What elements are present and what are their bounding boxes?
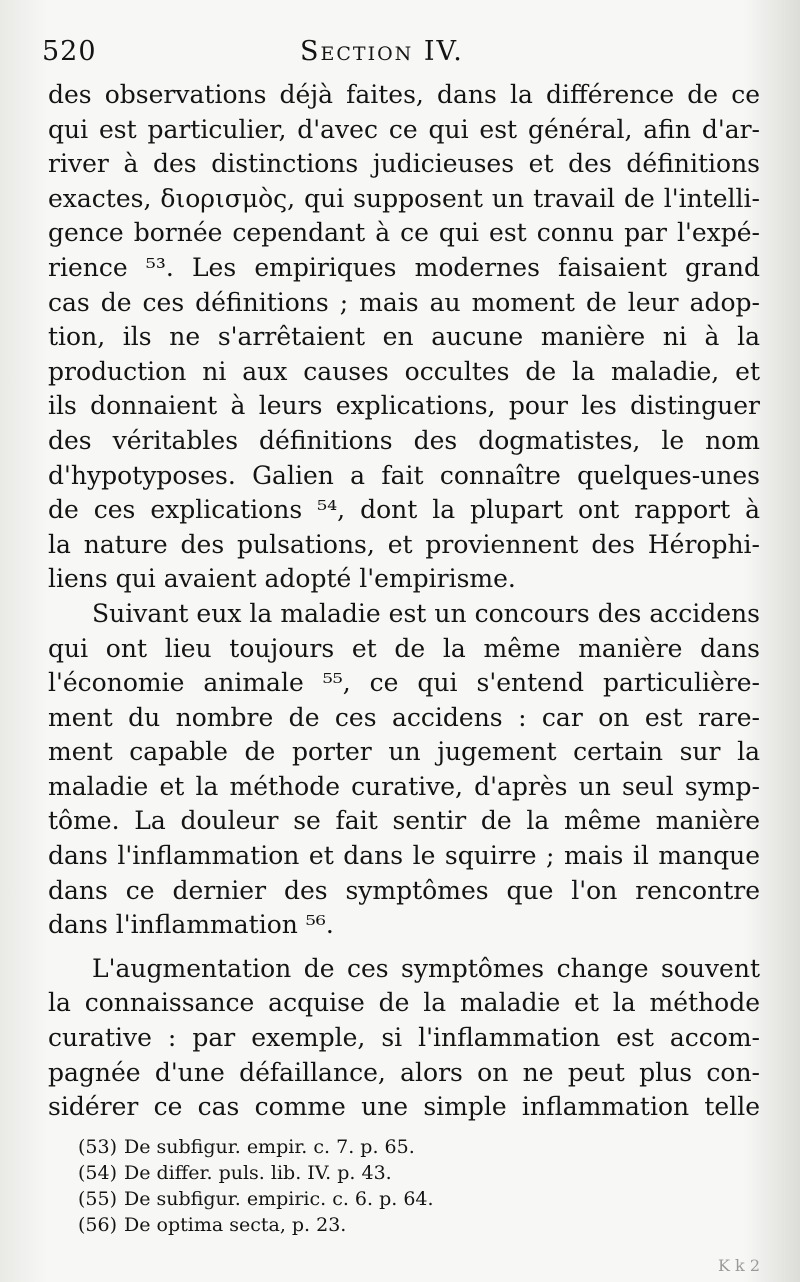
text-line: liens qui avaient adopté l'empirisme.	[48, 564, 516, 594]
text-line: L'augmentation de ces symptômes change souvent	[92, 953, 760, 983]
text-line: gence bornée cependant à ce qui est connu par l'expé-	[48, 218, 760, 248]
text-line: des observations déjà faites, dans la différence de ce	[48, 80, 760, 109]
text-line: production ni aux causes occultes de la maladie, et	[48, 356, 760, 386]
text-line: ils donnaient à leurs explications, pour les distinguer	[48, 391, 760, 421]
footnote-number: (53)	[78, 1136, 118, 1158]
text-line: cas de ces définitions ; mais au moment de leur adop-	[48, 287, 760, 317]
text-line: d'hypotyposes. Galien a fait connaître quelques-unes	[48, 460, 760, 490]
text-line: ment capable de porter un jugement certain sur la	[48, 737, 760, 767]
body-text	[48, 78, 760, 1125]
footnote-number: (55)	[78, 1188, 118, 1210]
footnote	[78, 1160, 498, 1186]
text-line: l'économie animale ⁵⁵, ce qui s'entend particulière-	[48, 668, 760, 698]
running-title: Section IV.	[300, 36, 464, 67]
footnote	[78, 1212, 498, 1238]
footnote	[78, 1134, 498, 1160]
text-line: dans l'inflammation ⁵⁶.	[48, 910, 334, 940]
text-line: curative : par exemple, si l'inflammation est accom-	[48, 1023, 760, 1053]
text-line: Suivant eux la maladie est un concours des accidens	[92, 598, 760, 628]
signature-mark: K k 2	[718, 1256, 760, 1275]
text-line: rience ⁵³. Les empiriques modernes faisaient grand	[48, 252, 760, 282]
text-line: de ces explications ⁵⁴, dont la plupart ont rapport à	[48, 495, 760, 525]
text-line: dans l'inflammation et dans le squirre ; mais il manque	[48, 841, 760, 871]
footnote	[78, 1186, 498, 1212]
text-line: qui est particulier, d'avec ce qui est général, afin d'ar-	[48, 114, 760, 144]
text-line: maladie et la méthode curative, d'après un seul symp-	[48, 771, 760, 801]
text-line: dans ce dernier des symptômes que l'on rencontre	[48, 875, 760, 905]
footnotes	[78, 1134, 498, 1238]
footnote-number: (56)	[78, 1214, 118, 1236]
footnote-text: De optima secta, p. 23.	[124, 1214, 347, 1236]
text-line: tôme. La douleur se fait sentir de la même manière	[48, 806, 760, 836]
text-line: pagnée d'une défaillance, alors on ne peut plus con-	[48, 1057, 760, 1087]
footnote-text: De subfigur. empiric. c. 6. p. 64.	[124, 1188, 434, 1210]
text-line: la nature des pulsations, et proviennent des Hérophi-	[48, 529, 760, 559]
text-line: exactes, διορισμὸς, qui supposent un travail de l'intelli-	[48, 183, 760, 213]
footnote-text: De differ. puls. lib. IV. p. 43.	[124, 1162, 392, 1184]
text-line: tion, ils ne s'arrêtaient en aucune manière ni à la	[48, 322, 760, 352]
footnote-text: De subfigur. empir. c. 7. p. 65.	[124, 1136, 415, 1158]
text-line: sidérer ce cas comme une simple inflammation telle	[48, 1092, 760, 1122]
text-line: ment du nombre de ces accidens : car on est rare-	[48, 702, 760, 732]
page-header	[42, 30, 762, 70]
page-number: 520	[42, 36, 97, 67]
footnote-number: (54)	[78, 1162, 118, 1184]
text-line: des véritables définitions des dogmatistes, le nom	[48, 425, 760, 455]
paragraph-gap	[48, 943, 760, 952]
text-line: la connaissance acquise de la maladie et la méthode	[48, 988, 760, 1018]
text-line: qui ont lieu toujours et de la même manière dans	[48, 633, 760, 663]
text-line: river à des distinctions judicieuses et des définitions	[48, 149, 760, 179]
